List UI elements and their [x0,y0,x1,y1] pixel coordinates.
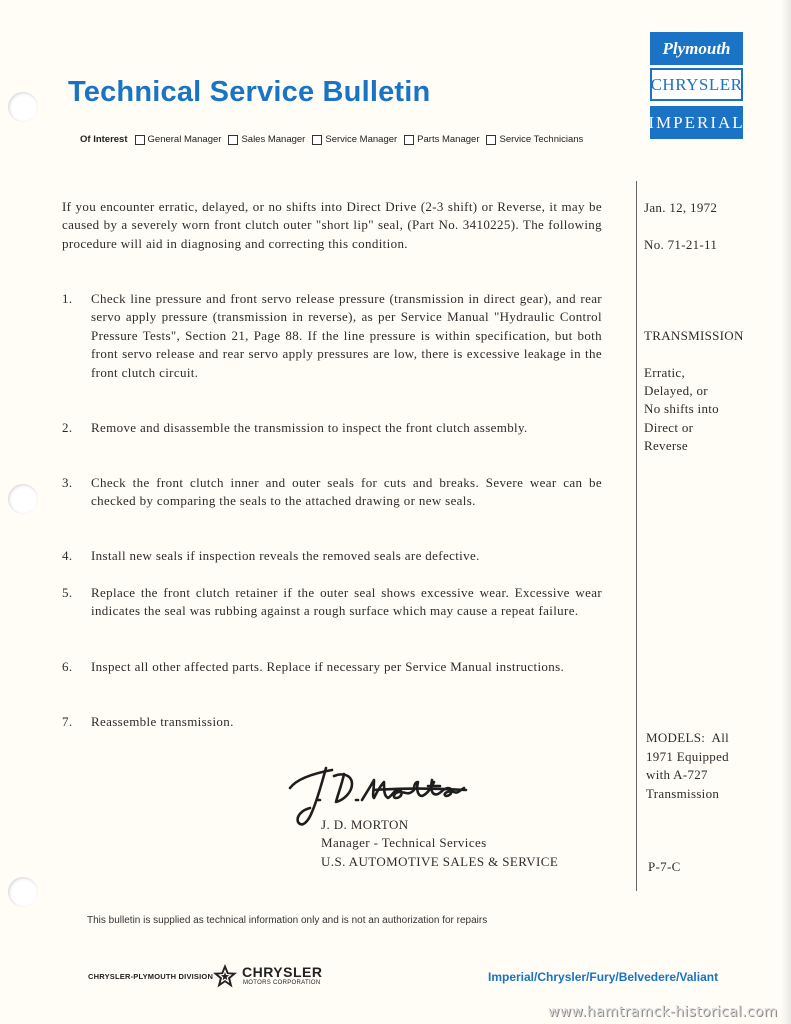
bulletin-date: Jan. 12, 1972 [644,200,718,215]
interest-option-general-manager[interactable] [135,134,222,145]
step-number: 7. [62,714,73,729]
step-number: 6. [62,659,73,674]
step-number: 2. [62,420,73,435]
intro-paragraph: If you encounter erratic, delayed, or no shifts into Direct Drive (2-3 shift) or Reverse, it may be caused by a severely worn front clutch outer "short lip" seal, (Part No. 3410225). The following procedure will aid in diagnosing and correcting this condition. [62,199,602,251]
condition-line: Erratic, [644,365,686,380]
corporation-name: CHRYSLER [242,964,323,980]
bulletin-code: P-7-C [648,859,681,874]
chrysler-logo: CHRYSLER [650,68,743,101]
interest-option-label: General Manager [147,134,222,145]
interest-option-label: Sales Manager [241,134,306,145]
models-line: Transmission [646,786,720,801]
disclaimer: This bulletin is supplied as technical information only and is not an authorization for repairs [87,915,488,926]
checkbox[interactable] [228,135,238,145]
step-text: Check the front clutch inner and outer seals for cuts and breaks. Severe wear can be checked by comparing the seals to the attached drawing or new seals. [91,475,602,509]
procedure-step [62,474,602,511]
procedure-step [62,547,602,565]
interest-option-label: Service Technicians [499,134,584,145]
interest-label: Of Interest [80,134,128,145]
interest-option-label: Parts Manager [417,134,480,145]
step-text: Reassemble transmission. [91,714,234,729]
page-edge-shadow [781,0,791,1024]
interest-option-parts-manager[interactable] [404,134,479,145]
corporation-subtitle: MOTORS CORPORATION [243,980,321,986]
step-text: Remove and disassemble the transmission to inspect the front clutch assembly. [91,420,528,435]
condition-line: No shifts into [644,401,719,416]
condition-line: Direct or [644,420,694,435]
plymouth-logo: Plymouth [650,32,743,65]
punch-hole-middle [8,484,38,514]
procedure-step [62,713,602,731]
column-divider [636,181,637,891]
procedure-step [62,584,602,621]
website-watermark: www.hamtramck-historical.com [548,1004,778,1020]
division-name: CHRYSLER-PLYMOUTH DIVISION [88,972,214,981]
condition-line: Reverse [644,438,688,453]
bulletin-category: TRANSMISSION [644,328,744,343]
signer-title: Manager - Technical Services [321,835,487,850]
imperial-logo: IMPERIAL [650,106,743,139]
models-line: with A-727 [646,767,708,782]
interest-option-service-technicians[interactable] [486,134,583,145]
signer-organization: U.S. AUTOMOTIVE SALES & SERVICE [321,854,559,869]
punch-hole-top [8,92,38,122]
models-line: 1971 Equipped [646,749,729,764]
bulletin-title: Technical Service Bulletin [68,76,431,108]
step-number: 1. [62,291,73,306]
pentastar-icon [212,963,238,989]
models-line: MODELS: All [646,730,730,745]
procedure-step [62,290,602,382]
interest-option-service-manager[interactable] [312,134,397,145]
step-text: Replace the front clutch retainer if the outer seal shows excessive wear. Excessive wear indicates the seal was rubbing against a rough surface which may cause a repeat failure. [91,585,602,619]
checkbox[interactable] [312,135,322,145]
interest-option-label: Service Manager [325,134,398,145]
checkbox[interactable] [486,135,496,145]
procedure-step [62,658,602,676]
condition-line: Delayed, or [644,383,708,398]
step-number: 4. [62,548,73,563]
procedure-step [62,419,602,437]
step-text: Inspect all other affected parts. Replace if necessary per Service Manual instructions. [91,659,565,674]
step-text: Check line pressure and front servo release pressure (transmission in direct gear), and rear servo apply pressure (transmission in reverse), as per Service Manual "Hydraulic Control Pressure Tests", Section 21, Page 88. If the line pressure is within specification, but both front servo release and rear servo apply pressures are low, there is excessive leakage in the front clutch circuit. [91,291,602,380]
step-number: 3. [62,475,73,490]
bulletin-number: No. 71-21-11 [644,237,718,252]
signer-name: J. D. MORTON [321,817,409,832]
punch-hole-bottom [8,877,38,907]
interest-option-sales-manager[interactable] [228,134,305,145]
step-text: Install new seals if inspection reveals the removed seals are defective. [91,548,480,563]
checkbox[interactable] [135,135,145,145]
model-lineup: Imperial/Chrysler/Fury/Belvedere/Valiant [488,970,719,984]
interest-row [80,134,590,145]
checkbox[interactable] [404,135,414,145]
step-number: 5. [62,585,73,600]
